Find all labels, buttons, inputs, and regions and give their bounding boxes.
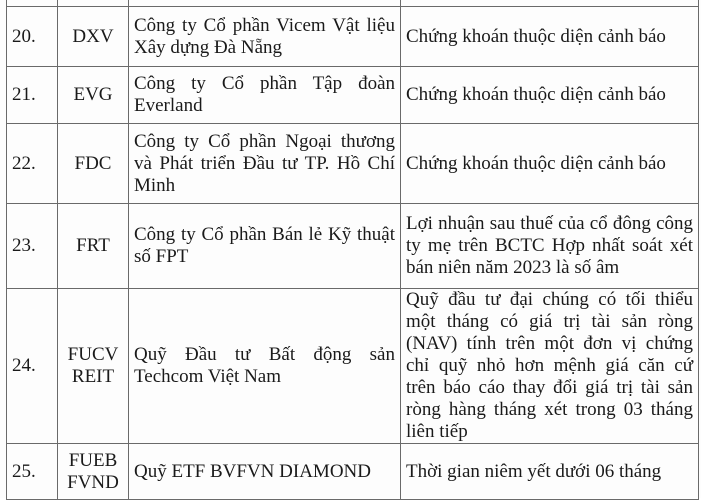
table-row bbox=[7, 444, 699, 500]
table-row bbox=[7, 67, 699, 124]
stock-code-line: EVG bbox=[73, 84, 113, 105]
warning-securities-table bbox=[6, 0, 699, 500]
row-number: 24. bbox=[7, 289, 58, 444]
reason: Chứng khoán thuộc diện cảnh báo bbox=[401, 7, 699, 67]
stock-code-line: FRT bbox=[76, 235, 110, 256]
stock-code-line: DXV bbox=[72, 25, 114, 47]
stock-code-line: REIT bbox=[71, 366, 115, 387]
stock-code-line: FUEB bbox=[68, 449, 118, 471]
company-name: Công ty Cổ phần Bán lẻ Kỹ thuật số FPT bbox=[129, 204, 401, 289]
table-row bbox=[7, 204, 699, 289]
reason: Lợi nhuận sau thuế của cổ đông công ty mẹ trên BCTC Hợp nhất soát xét bán niên năm 2023 là số âm bbox=[401, 204, 699, 289]
company-name: Công ty Cổ phần Tập đoàn Everland bbox=[129, 67, 401, 124]
stock-code bbox=[58, 204, 129, 289]
reason: Thời gian niêm yết dưới 06 tháng bbox=[401, 444, 699, 500]
stock-code bbox=[58, 289, 129, 444]
stock-code bbox=[58, 67, 129, 124]
table-row bbox=[7, 124, 699, 204]
company-name: Quỹ ETF BVFVN DIAMOND bbox=[129, 444, 401, 500]
row-number: 23. bbox=[7, 204, 58, 289]
row-number: 20. bbox=[7, 7, 58, 67]
stock-code bbox=[58, 444, 129, 500]
table-row bbox=[7, 7, 699, 67]
reason: Chứng khoán thuộc diện cảnh báo bbox=[401, 124, 699, 204]
reason: Chứng khoán thuộc diện cảnh báo bbox=[401, 67, 699, 124]
table-row bbox=[7, 289, 699, 444]
row-number: 25. bbox=[7, 444, 58, 500]
row-number: 22. bbox=[7, 124, 58, 204]
company-name: Công ty Cổ phần Vicem Vật liệu Xây dựng Đà Nẵng bbox=[129, 7, 401, 67]
stock-code-line: FVND bbox=[67, 471, 119, 493]
company-name: Công ty Cổ phần Ngoại thương và Phát triển Đầu tư TP. Hồ Chí Minh bbox=[129, 124, 401, 204]
company-name: Quỹ Đầu tư Bất động sản Techcom Việt Nam bbox=[129, 289, 401, 444]
row-number: 21. bbox=[7, 67, 58, 124]
stock-code-line: FDC bbox=[74, 152, 112, 174]
stock-code bbox=[58, 124, 129, 204]
stock-code bbox=[58, 7, 129, 67]
reason: Quỹ đầu tư đại chúng có tối thiểu một tháng có giá trị tài sản ròng (NAV) tính trên một đơn vị chứng chỉ quỹ nhỏ hơn mệnh giá căn cứ trên báo cáo thay đổi giá trị tài sản ròng hàng tháng xét trong 03 tháng liên tiếp bbox=[401, 289, 699, 444]
stock-code-line: FUCV bbox=[67, 344, 119, 365]
